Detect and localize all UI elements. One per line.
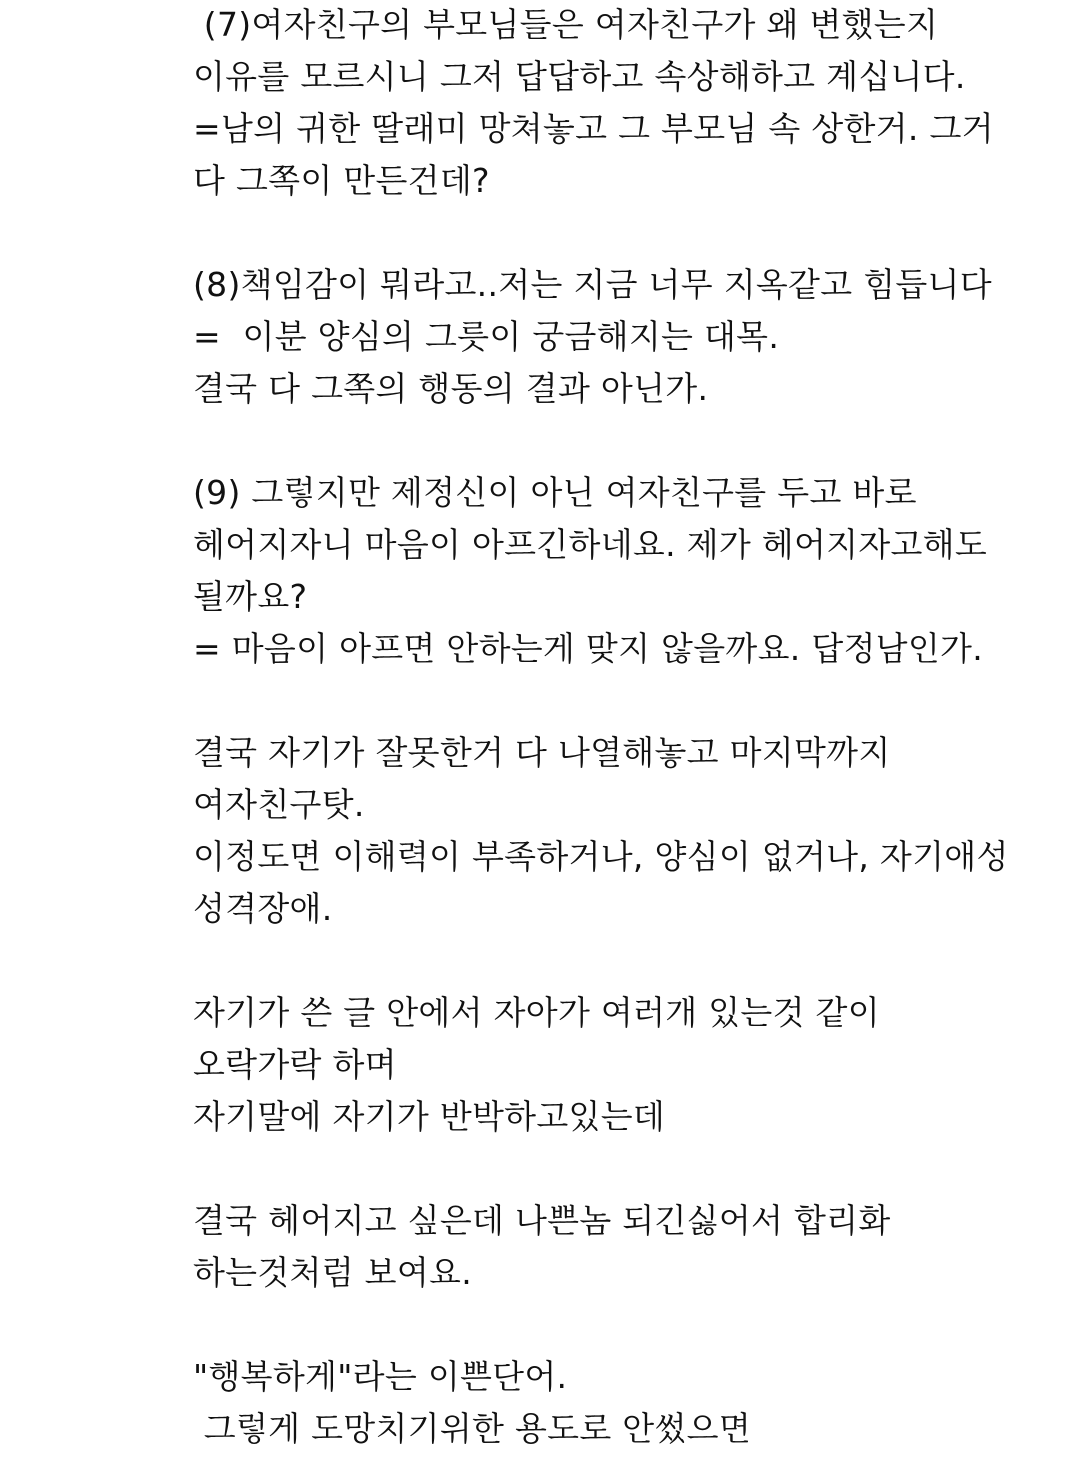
text-line: 이정도면 이해력이 부족하거나, 양심이 없거나, 자기애성: [193, 837, 1009, 876]
text-line: 다 그쪽이 만든건데?: [193, 161, 490, 200]
text-line: 여자친구탓.: [193, 785, 365, 824]
text-line: 성격장애.: [193, 889, 333, 928]
text-line: (8)책임감이 뭐라고..저는 지금 너무 지옥같고 힘듭니다: [193, 265, 992, 304]
text-line: 결국 다 그쪽의 행동의 결과 아닌가.: [193, 369, 709, 408]
text-line: 결국 헤어지고 싶은데 나쁜놈 되긴싫어서 합리화: [193, 1201, 891, 1240]
text-line: "행복하게"라는 이쁜단어.: [193, 1357, 568, 1396]
text-line: = 이분 양심의 그릇이 궁금해지는 대목.: [193, 317, 780, 356]
text-line: 하는것처럼 보여요.: [193, 1253, 473, 1292]
text-line: 자기말에 자기가 반박하고있는데: [193, 1097, 666, 1136]
text-line: 결국 자기가 잘못한거 다 나열해놓고 마지막까지: [193, 733, 891, 772]
text-line: 이유를 모르시니 그저 답답하고 속상해하고 계십니다.: [193, 57, 966, 96]
text-line: 헤어지자니 마음이 아프긴하네요. 제가 헤어지자고해도: [193, 525, 988, 564]
text-line: 자기가 쓴 글 안에서 자아가 여러개 있는것 같이: [193, 993, 880, 1032]
text-line: 그렇게 도망치기위한 용도로 안썼으면: [193, 1409, 752, 1448]
text-line: (7)여자친구의 부모님들은 여자친구가 왜 변했는지: [193, 5, 939, 44]
text-line: 될까요?: [193, 577, 308, 616]
text-line: =남의 귀한 딸래미 망쳐놓고 그 부모님 속 상한거. 그거: [193, 109, 994, 148]
text-line: (9) 그렇지만 제정신이 아닌 여자친구를 두고 바로: [193, 473, 917, 512]
text-line: 오락가락 하며: [193, 1045, 397, 1084]
text-line: = 마음이 아프면 안하는게 맞지 않을까요. 답정남인가.: [193, 629, 984, 668]
